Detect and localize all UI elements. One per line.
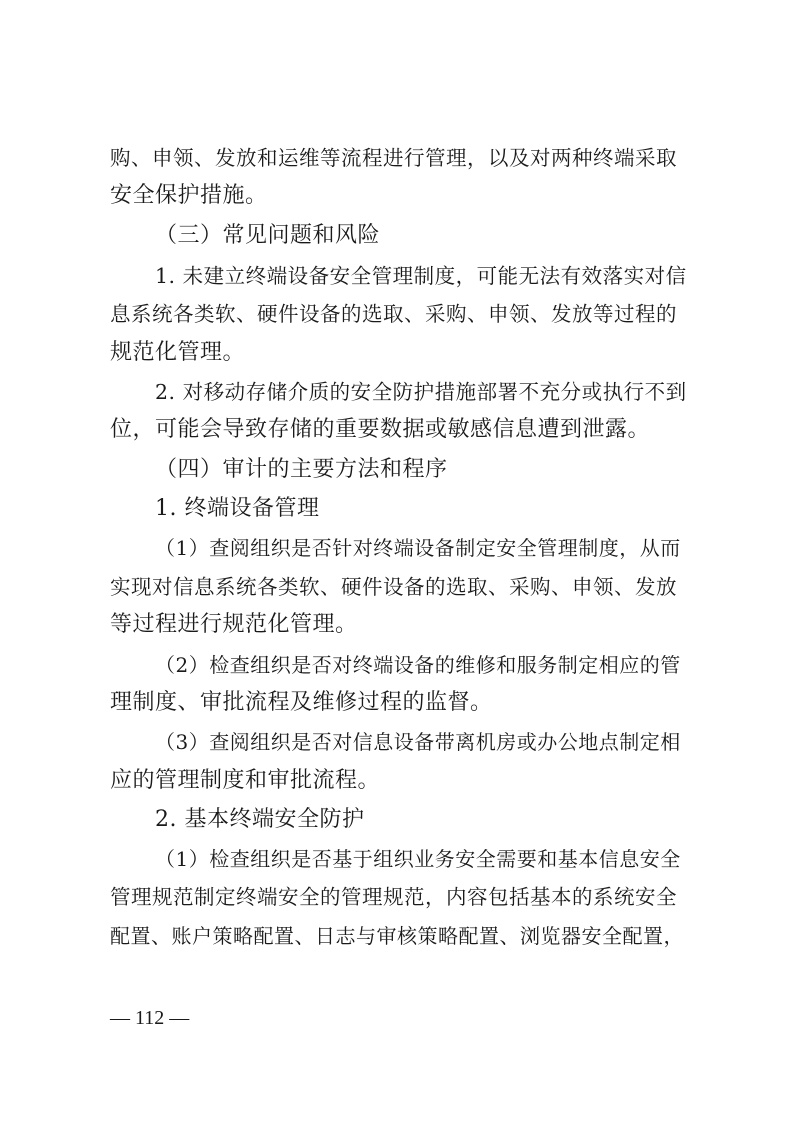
body-text-line: （1）检查组织是否基于组织业务安全需要和基本信息安全: [155, 847, 681, 871]
body-text-line: 规范化管理。: [110, 340, 246, 365]
body-text-line: 配置、账户策略配置、日志与审核策略配置、浏览器安全配置，: [110, 924, 684, 948]
body-text-line: （2）检查组织是否对终端设备的维修和服务制定相应的管: [155, 653, 681, 677]
body-text-line: 理制度、审批流程及维修过程的监督。: [110, 690, 493, 715]
body-text-line: 1. 未建立终端设备安全管理制度，可能无法有效落实对信: [155, 264, 687, 288]
body-text-line: 位，可能会导致存储的重要数据或敏感信息遭到泄露。: [110, 417, 651, 442]
body-text-line: 应的管理制度和审批流程。: [110, 768, 381, 793]
body-text-line: 息系统各类软、硬件设备的选取、采购、申领、发放等过程的: [110, 302, 677, 326]
section-heading: （三）常见问题和风险: [155, 223, 381, 248]
body-text-line: 安全保护措施。: [110, 183, 268, 208]
body-text-line: 2. 对移动存储介质的安全防护措施部署不充分或执行不到: [155, 380, 687, 404]
section-heading: （四）审计的主要方法和程序: [155, 457, 448, 482]
body-text-line: （3）查阅组织是否对信息设备带离机房或办公地点制定相: [155, 730, 681, 754]
body-text-line: 实现对信息系统各类软、硬件设备的选取、采购、申领、发放: [110, 575, 677, 599]
body-text-line: 购、申领、发放和运维等流程进行管理，以及对两种终端采取: [110, 146, 677, 170]
page-number: — 112 —: [110, 1007, 190, 1029]
subsection-heading: 2. 基本终端安全防护: [155, 807, 365, 832]
body-text-line: 管理规范制定终端安全的管理规范，内容包括基本的系统安全: [110, 885, 677, 909]
subsection-heading: 1. 终端设备管理: [155, 496, 320, 521]
body-text-line: 等过程进行规范化管理。: [110, 612, 358, 637]
body-text-line: （1）查阅组织是否针对终端设备制定安全管理制度，从而: [155, 536, 681, 560]
